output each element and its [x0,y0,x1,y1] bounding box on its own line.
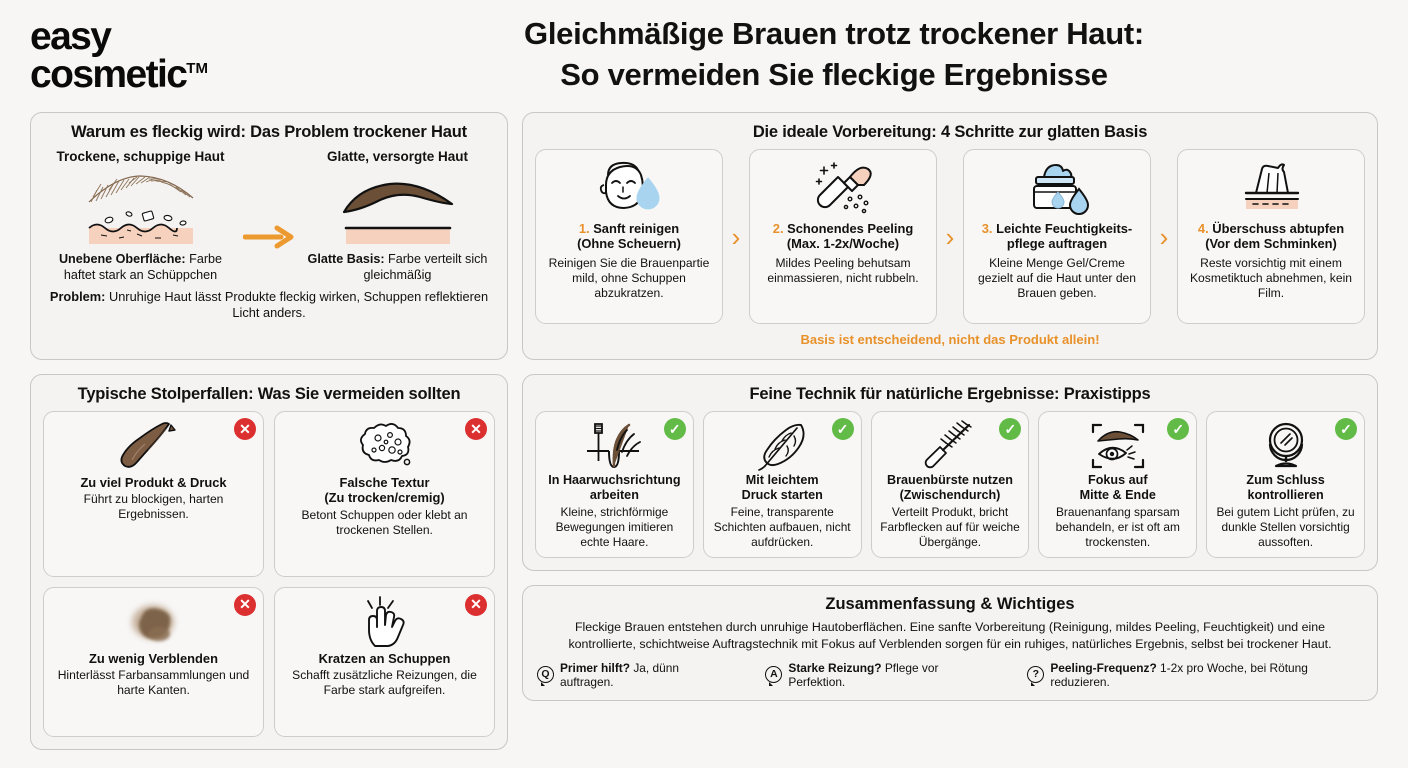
summary-body-line-1: Fleckige Brauen entstehen durch unruhige Hautoberflächen. Eine sanfte Vorbereitung (Reinigung, mildes Peeling, Feuchtigkeit) und eine [574,620,1326,635]
faq-2-answer: Pflege vor Perfektion. [788,660,939,689]
feather-icon [749,419,815,473]
technique-5-title [1246,473,1324,503]
step-3-desc: Kleine Menge Gel/Creme gezielt auf die Haut unter den Brauen geben. [978,255,1136,300]
faq-1-question: Primer hilft? [560,660,631,675]
pitfall-card-3[interactable] [43,587,264,737]
step-2-number: 2. [772,221,784,236]
flaky-skin-brow-illustration [43,168,238,246]
smooth-skin-subtitle: Glatte, versorgte Haut [326,149,469,164]
pitfall-3-title-line-1: Zu wenig Verblenden [89,650,218,666]
tissue-box-icon [1236,158,1306,218]
scratching-finger-icon [350,595,420,651]
technique-1-title [548,473,680,503]
preparation-steps-panel [522,112,1378,360]
technique-panel [522,374,1378,571]
technique-1-title-line-1: In Haarwuchsrichtung [548,473,681,487]
step-1-desc: Reinigen Sie die Brauenpartie mild, ohne Schuppen abzukratzen. [548,255,710,300]
steps-row [535,149,1365,324]
pitfall-2-title [324,475,444,506]
pitfalls-grid [43,411,495,737]
step-card-4[interactable] [1177,149,1365,324]
summary-body-line-2: kontrollierte, schichtweise Auftragstechnik mit Fokus auf Verblenden sorgen für ein ruhiges, natürliches Ergebnis, selbst bei trockener Haut. [568,636,1332,651]
problem-statement-rest: Unruhige Haut lässt Produkte fleckig wirken, Schuppen reflektieren Licht anders. [105,289,489,321]
technique-4-title-line-2: Mitte & Ende [1079,488,1156,503]
faq-2-text [788,661,993,689]
step-1-title-line-2: (Ohne Scheuern) [577,236,681,252]
faq-item-3[interactable] [1027,661,1363,689]
pitfall-1-title [80,475,226,490]
exfoliating-brush-icon [808,158,878,218]
technique-2-title [742,473,823,503]
step-card-1[interactable] [535,149,723,324]
pitfall-4-desc: Schafft zusätzliche Reizungen, die Farbe stark aufgreifen. [292,668,477,698]
chevron-right-icon: › [945,221,955,252]
technique-1-title-line-2: arbeiten [589,488,639,503]
x-circle-icon: ✕ [234,594,256,616]
technique-3-title-line-1: Brauenbürste nutzen [887,473,1013,487]
technique-2-desc: Feine, transparente Schichten aufbauen, nicht aufdrücken. [713,505,851,549]
technique-3-title [887,473,1013,503]
technique-card-4[interactable] [1038,411,1197,558]
technique-4-title-line-1: Fokus auf [1088,473,1148,487]
vanity-mirror-icon [1253,419,1319,473]
problem-column-dry [43,149,238,283]
step-2-title-line-2: (Max. 1-2x/Woche) [786,236,900,252]
chevron-right-icon: › [731,221,741,252]
step-4-title [1198,221,1344,252]
technique-card-2[interactable] [703,411,862,558]
question-bubble-icon: Q [537,666,554,683]
technique-5-title-line-2: kontrollieren [1247,488,1324,503]
problem-comparison [43,149,495,283]
faq-1-text [560,661,731,689]
trademark-symbol: TM [186,60,208,78]
faq-3-text [1050,661,1363,689]
technique-4-desc: Brauenanfang sparsam behandeln, er ist oft am trockensten. [1055,505,1180,549]
page-title [330,14,1378,96]
pitfall-1-title-line-1: Zu viel Produkt & Druck [80,475,227,490]
eye-brow-focus-icon [1085,419,1151,473]
brand-line-2: cosmetic [30,53,187,97]
hair-follicle-icon [581,419,647,473]
problem-statement [43,289,495,321]
faq-3-question: Peeling-Frequenz? [1050,660,1157,675]
pitfall-2-title-line-2: (Zu trocken/cremig) [324,490,445,506]
pitfall-3-title [89,651,218,666]
technique-1-desc: Kleine, strichförmige Bewegungen imitieren echte Haare. [555,505,674,549]
pitfall-card-1[interactable] [43,411,264,577]
step-3-title [982,221,1132,252]
x-circle-icon: ✕ [465,594,487,616]
technique-card-3[interactable] [871,411,1030,558]
smooth-skin-caption [300,252,495,283]
technique-panel-title: Feine Technik für natürliche Ergebnisse: Praxistipps [749,385,1151,403]
brand-line-2-wrap [30,53,208,97]
check-circle-icon: ✓ [664,418,686,440]
smooth-skin-caption-rest: Farbe verteilt sich gleichmäßig [363,252,488,282]
step-3-number: 3. [981,221,993,236]
summary-panel [522,585,1378,700]
technique-3-desc: Verteilt Produkt, bricht Farbflecken auf für weiche Übergänge. [880,505,1020,549]
step-3-title-line-2: pflege auftragen [1006,236,1108,252]
faq-1-answer: Ja, dünn auftragen. [560,660,679,689]
foam-texture-icon [350,419,420,475]
check-circle-icon: ✓ [1167,418,1189,440]
technique-and-summary-column [522,374,1378,750]
step-2-title-line-1: Schonendes Peeling [787,221,914,236]
smooth-skin-brow-illustration [300,168,495,246]
help-bubble-icon: ? [1027,666,1044,683]
technique-card-5[interactable] [1206,411,1365,558]
pitfall-4-title [319,651,451,666]
pitfall-2-title-line-1: Falsche Textur [339,475,430,490]
step-1-number: 1. [578,221,590,236]
answer-bubble-icon: A [765,666,782,683]
step-1-title [577,221,681,252]
spoolie-brush-icon [917,419,983,473]
dry-skin-subtitle: Trockene, schuppige Haut [56,149,225,164]
page-title-line-1: Gleichmäßige Brauen trotz trockener Haut: [524,16,1144,51]
technique-5-title-line-1: Zum Schluss [1246,473,1325,487]
faq-2-question: Starke Reizung? [788,660,882,675]
technique-5-desc: Bei gutem Licht prüfen, zu dunkle Stellen vorsichtig aussoften. [1216,505,1355,549]
summary-title: Zusammenfassung & Wichtiges [825,595,1075,614]
face-cleansing-icon [594,158,664,218]
technique-4-title [1080,473,1156,503]
chevron-right-icon: › [1159,221,1169,252]
faq-item-2[interactable] [765,661,993,689]
content-grid [0,112,1408,768]
step-4-desc: Reste vorsichtig mit einem Kosmetiktuch abnehmen, kein Film. [1189,255,1352,300]
technique-2-title-line-1: Mit leichtem [745,473,819,487]
check-circle-icon: ✓ [832,418,854,440]
step-2-title [773,221,913,252]
dry-skin-caption-bold: Unebene Oberfläche: [58,252,186,266]
technique-card-1[interactable] [535,411,694,558]
problem-panel-title: Warum es fleckig wird: Das Problem trockener Haut [71,123,467,141]
product-smear-icon [119,419,189,475]
smooth-skin-caption-bold: Glatte Basis: [307,252,385,266]
step-card-2[interactable] [749,149,937,324]
step-4-title-line-2: (Vor dem Schminken) [1205,236,1337,252]
step-card-3[interactable] [963,149,1151,324]
problem-column-smooth [300,149,495,283]
pitfalls-panel-title: Typische Stolperfallen: Was Sie vermeiden sollten [77,385,461,403]
technique-row [535,411,1365,558]
moisturizer-jar-icon [1022,158,1092,218]
pitfall-1-desc: Führt zu blockigen, harten Ergebnissen. [83,492,224,522]
steps-note: Basis ist entscheidend, nicht das Produkt allein! [800,332,1100,347]
brand-logo [30,14,330,97]
page-title-line-2: So vermeiden Sie fleckige Ergebnisse [560,56,1108,92]
pitfall-4-title-line-1: Kratzen an Schuppen [318,650,451,666]
step-1-title-line-1: Sanft reinigen [593,221,680,236]
problem-panel [30,112,508,360]
faq-row [537,661,1363,689]
dry-skin-caption [43,252,238,283]
step-2-desc: Mildes Peeling behutsam einmassieren, nicht rubbeln. [767,255,919,285]
pitfall-card-2[interactable] [274,411,495,577]
check-circle-icon: ✓ [999,418,1021,440]
steps-panel-title: Die ideale Vorbereitung: 4 Schritte zur glatten Basis [752,123,1148,141]
step-4-number: 4. [1197,221,1209,236]
blurred-blob-icon [119,595,189,651]
pitfall-3-desc: Hinterlässt Farbansammlungen und harte Kanten. [57,668,250,698]
dry-skin-caption-rest: Farbe haftet stark an Schüppchen [63,252,223,282]
pitfall-card-4[interactable] [274,587,495,737]
technique-2-title-line-2: Druck starten [741,488,823,503]
faq-item-1[interactable] [537,661,731,689]
step-3-title-line-1: Leichte Feuchtigkeits- [996,221,1133,236]
technique-3-title-line-2: (Zwischendurch) [899,488,1001,503]
x-circle-icon: ✕ [234,418,256,440]
faq-3-answer: 1-2x pro Woche, bei Rötung reduzieren. [1050,660,1308,689]
arrow-right-icon [243,225,295,254]
problem-statement-bold: Problem: [49,289,106,305]
pitfalls-panel [30,374,508,750]
page-header [0,0,1408,112]
pitfall-2-desc: Betont Schuppen oder klebt an trockenen Stellen. [301,507,468,537]
brand-line-1: easy [30,15,111,58]
check-circle-icon: ✓ [1335,418,1357,440]
x-circle-icon: ✕ [465,418,487,440]
step-4-title-line-1: Überschuss abtupfen [1212,221,1345,236]
